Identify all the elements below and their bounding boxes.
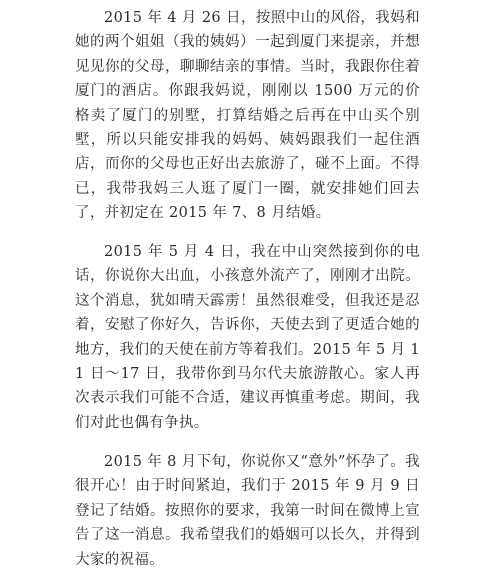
paragraph-1: 2015 年 4 月 26 日，按照中山的风俗，我妈和她的两个姐姐（我的姨妈）一起到厦门来提亲，并想见见你的父母，聊聊结亲的事情。当时，我跟你住着厦门的酒店。你跟我妈说，刚刚以 1500 万元的价格卖了厦门的别墅，打算结婚之后再在中山买个别墅，所以只能安排我的妈妈、姨妈跟我们一起住酒店，而你的父母也正好出去旅游了，碰不上面。不得已，我带我妈三人逛了厦门一圈，就安排她们回去了，并初定在 2015 年 7、8 月结婚。 [75, 10, 420, 222]
paragraph-2: 2015 年 5 月 4 日，我在中山突然接到你的电话，你说你大出血，小孩意外流产了，刚刚才出院。这个消息，犹如晴天霹雳！虽然很难受，但我还是忍着，安慰了你好久，告诉你，天使去到了更适合她的地方，我们的天使在前方等着我们。2015 年 5 月 11 日～17 日，我带你到马尔代夫旅游散心。家人再次表示我们可能不合适，建议再慎重考虑。期间，我们对此也偶有争执。 [75, 244, 420, 431]
paragraph-3: 2015 年 8 月下旬，你说你又“意外”怀孕了。我很开心！由于时间紧迫，我们于 2015 年 9 月 9 日登记了结婚。按照你的要求，我第一时间在微博上宣告了这一消息。我希望我们的婚姻可以长久，并得到大家的祝福。 [75, 454, 420, 568]
